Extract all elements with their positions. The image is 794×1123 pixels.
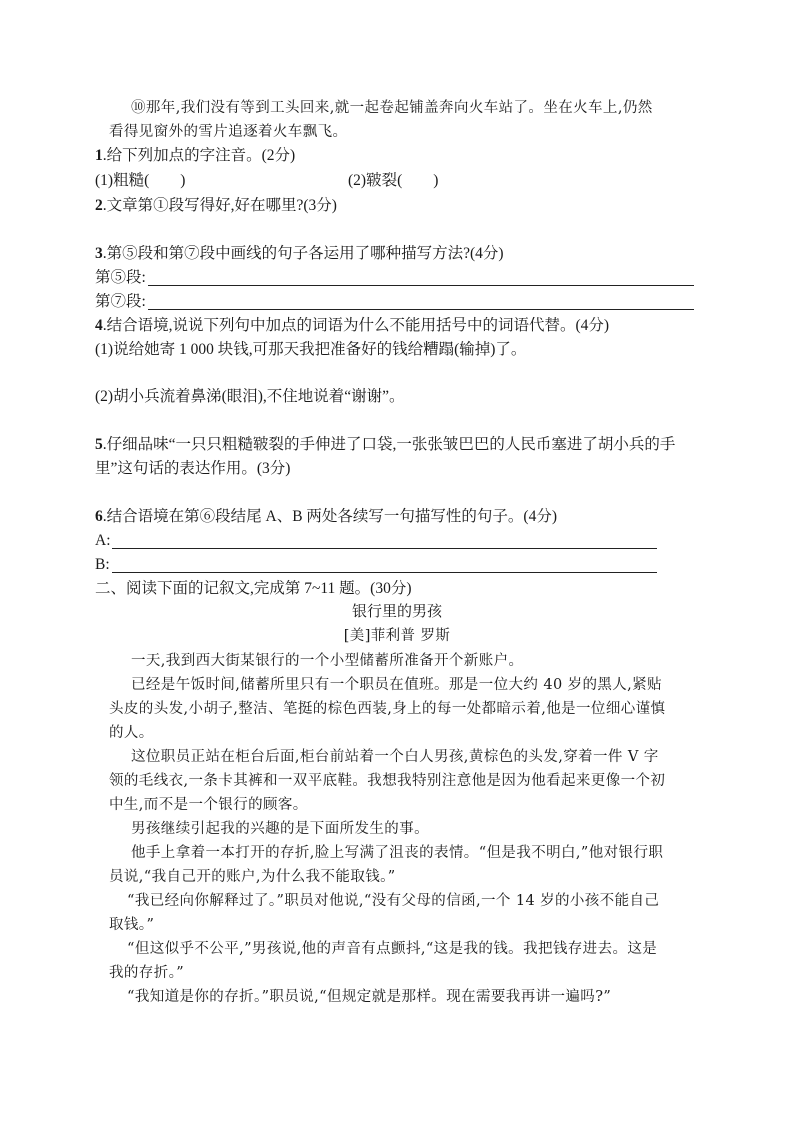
story-line: “但这似乎不公平,”男孩说,他的声音有点颤抖,“这是我的钱。我把钱存进去。这是 <box>127 941 658 957</box>
story-line: 这位职员正站在柜台后面,柜台前站着一个白人男孩,黄棕色的头发,穿着一件 V 字 <box>131 749 659 765</box>
question-4-text: .结合语境,说说下列句中加点的词语为什么不能用括号中的词语代替。(4分) <box>102 317 610 334</box>
answer-label-b: B: <box>95 556 110 573</box>
story-line: 男孩继续引起我的兴趣的是下面所发生的事。 <box>131 821 429 837</box>
question-6 <box>95 506 557 528</box>
question-4-sentence-2: (2)胡小兵流着鼻涕(眼泪),不住地说着“谢谢”。 <box>95 388 405 405</box>
question-3 <box>95 243 504 265</box>
question-5-line-2: 里”这句话的表达作用。(3分) <box>95 460 291 477</box>
question-2-text: .文章第①段写得好,好在哪里?(3分) <box>102 197 337 214</box>
paragraph-10-line-1: ⑩那年,我们没有等到工头回来,就一起卷起铺盖奔向火车站了。坐在火车上,仍然 <box>131 100 653 116</box>
question-5-number: 5 <box>95 436 103 453</box>
question-1-text: .给下列加点的字注音。(2分) <box>102 147 296 164</box>
story-line: 中生,而不是一个银行的顾客。 <box>109 797 308 813</box>
answer-line-paragraph-7[interactable] <box>148 309 694 310</box>
story-line: 我的存折。” <box>109 965 185 981</box>
story-line: 员说,“我自己开的账户,为什么我不能取钱。” <box>109 869 396 885</box>
question-1 <box>95 145 295 167</box>
question-1-item-a: (1)粗糙( ) <box>95 172 186 189</box>
question-5-text: .仔细品味“一只只粗糙皲裂的手伸进了口袋,一张张皱巴巴的人民币塞进了胡小兵的手 <box>102 436 676 453</box>
question-3-text: .第⑤段和第⑦段中画线的句子各运用了哪种描写方法?(4分) <box>102 245 504 262</box>
story-line: “我知道是你的存折。”职员说,“但规定就是那样。现在需要我再讲一遍吗?” <box>127 989 612 1005</box>
story-title: 银行里的男孩 <box>351 603 442 620</box>
story-author: [美]菲利普 罗斯 <box>343 628 451 644</box>
question-4-number: 4 <box>95 317 103 334</box>
story-line: 取钱。” <box>109 917 155 933</box>
story-line: 头皮的头发,小胡子,整洁、笔挺的棕色西装,身上的每一处都暗示着,他是一位细心谨慎 <box>109 701 666 717</box>
question-6-number: 6 <box>95 508 103 525</box>
question-4-sentence-1: (1)说给她寄 1 000 块钱,可那天我把准备好的钱给糟蹋(输掉)了。 <box>95 341 527 358</box>
question-5-line-1 <box>95 434 675 456</box>
question-2-number: 2 <box>95 197 103 214</box>
story-line: 他手上拿着一本打开的存折,脸上写满了沮丧的表情。“但是我不明白,”他对银行职 <box>131 845 664 861</box>
answer-line-paragraph-5[interactable] <box>148 285 694 286</box>
paragraph-10-line-2: 看得见窗外的雪片追逐着火车飘飞。 <box>109 124 348 140</box>
story-line: 已经是午饭时间,储蓄所里只有一个职员在值班。那是一位大约 40 岁的黑人,紧贴 <box>131 677 662 693</box>
story-line: 一天,我到西大街某银行的一个小型储蓄所准备开个新账户。 <box>131 653 524 669</box>
story-line: 的人。 <box>109 725 154 741</box>
answer-line-a[interactable] <box>112 548 657 549</box>
question-4 <box>95 315 609 337</box>
answer-label-paragraph-7: 第⑦段: <box>95 293 146 310</box>
story-line: 领的毛线衣,一条卡其裤和一双平底鞋。我想我特别注意他是因为他看起来更像一个初 <box>109 773 666 789</box>
question-3-number: 3 <box>95 245 103 262</box>
answer-label-paragraph-5: 第⑤段: <box>95 269 146 286</box>
question-6-text: .结合语境在第⑥段结尾 A、B 两处各续写一句描写性的句子。(4分) <box>102 508 557 525</box>
answer-label-a: A: <box>95 532 111 549</box>
question-1-number: 1 <box>95 147 103 164</box>
question-1-item-b: (2)皲裂( ) <box>348 172 439 189</box>
section-2-heading: 二、阅读下面的记叙文,完成第 7~11 题。(30分) <box>95 580 412 597</box>
question-2 <box>95 195 337 217</box>
story-line: “我已经向你解释过了。”职员对他说,“没有父母的信函,一个 14 岁的小孩不能自己 <box>127 893 660 909</box>
answer-line-b[interactable] <box>112 572 657 573</box>
